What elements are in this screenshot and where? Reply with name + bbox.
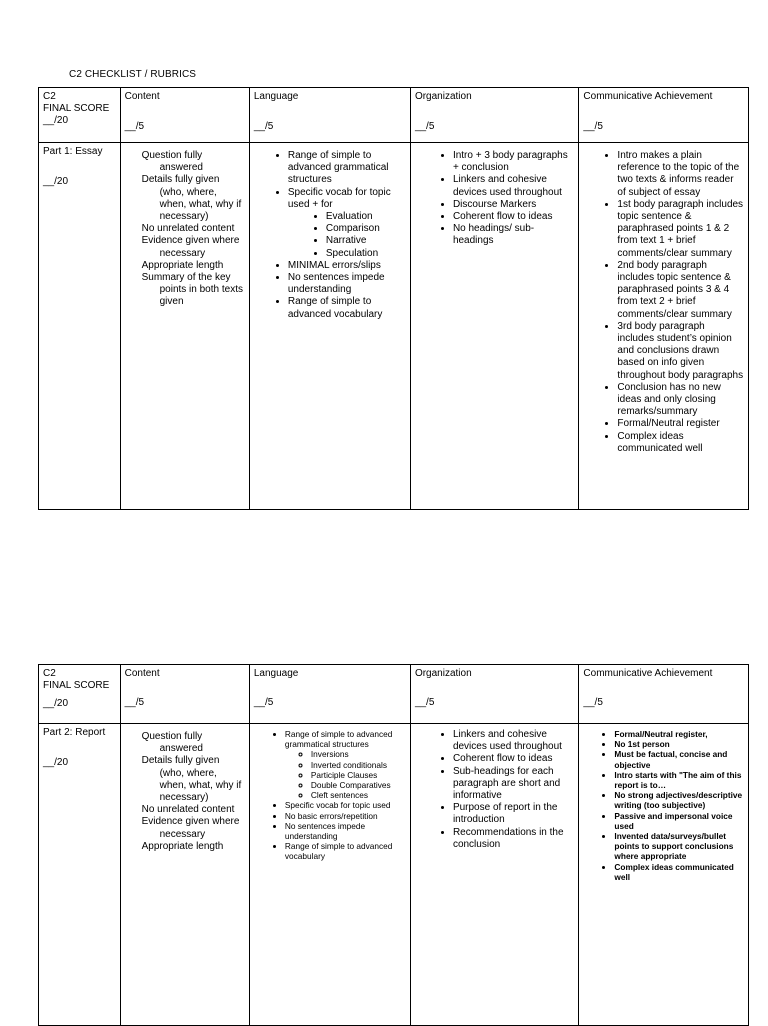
- list-item: Evidence given where necessary: [141, 816, 240, 840]
- list-item: • 2nd body paragraph includes topic sentence & paraphrased points 3 & 4 from text 2 + brief comments/clear summary: [617, 260, 744, 321]
- content-label: Content: [124, 668, 160, 679]
- communicative-score-blank: __/5: [583, 121, 603, 133]
- row-score-blank: __/20: [43, 757, 69, 769]
- language-score-blank: __/5: [253, 697, 274, 709]
- list-item: • Narrative: [326, 235, 406, 247]
- list-item: • Intro makes a plain reference to the topic of the two texts & informs reader of subject of essay: [617, 150, 744, 199]
- list-item: • Range of simple to advanced vocabulary: [288, 296, 406, 320]
- organization-label: Organization: [414, 91, 472, 102]
- essay-organization-cell: [410, 143, 578, 510]
- list-item: Appropriate length: [141, 840, 224, 852]
- list-item: • Range of simple to advanced grammatical structures ◦ Inversions ◦ Inverted conditionals ◦ Participle Clauses ◦ Double Comparatives ◦ Cleft sentences: [285, 729, 406, 800]
- language-score-blank: __/5: [253, 121, 274, 133]
- list-item: • 3rd body paragraph includes student’s opinion and conclusions drawn based on info given throughout body paragraphs: [617, 321, 744, 382]
- list-item: No unrelated content: [141, 223, 235, 235]
- list-item: • Range of simple to advanced grammatical structures: [288, 150, 406, 187]
- report-row: [39, 724, 749, 1026]
- list-item: • Intro + 3 body paragraphs + conclusion: [453, 150, 574, 174]
- document-title: C2 CHECKLIST / RUBRICS: [69, 69, 197, 80]
- list-item: • Linkers and cohesive devices used throughout: [453, 729, 574, 753]
- list-item: • MINIMAL errors/slips: [288, 260, 406, 272]
- content-label: Content: [124, 91, 160, 102]
- list-item: Details fully given (who, where, when, what, why if necessary): [141, 174, 242, 223]
- communicative-label: Communicative Achievement: [583, 91, 713, 102]
- rubric-table-essay: [38, 87, 749, 510]
- list-item: • Range of simple to advanced vocabulary: [285, 841, 406, 861]
- level-label: C2: [43, 91, 56, 102]
- list-item: • Coherent flow to ideas: [453, 211, 574, 223]
- rubric-table-report: [38, 664, 749, 1026]
- row-label: Part 2: Report: [43, 727, 106, 738]
- list-item: ◦ Inversions: [311, 749, 406, 759]
- communicative-header: [579, 88, 749, 143]
- organization-header: [410, 665, 578, 724]
- language-header: [249, 665, 410, 724]
- list-item: ◦ Cleft sentences: [311, 790, 406, 800]
- list-item: • Conclusion has no new ideas and only closing remarks/summary: [617, 382, 744, 419]
- list-item: Details fully given (who, where, when, what, why if necessary): [141, 755, 242, 804]
- list-item: Summary of the key points in both texts given: [141, 272, 243, 308]
- list-item: • Evaluation: [326, 211, 406, 223]
- list-item: No unrelated content: [141, 804, 235, 816]
- report-communicative-cell: [579, 724, 749, 1026]
- list-item: • Passive and impersonal voice used: [614, 811, 744, 831]
- header-row: [39, 665, 749, 724]
- level-label: C2: [43, 668, 56, 679]
- list-item: • Purpose of report in the introduction: [453, 802, 574, 826]
- language-label: Language: [253, 91, 299, 102]
- content-score-blank: __/5: [124, 697, 145, 709]
- list-item: • Invented data/surveys/bullet points to support conclusions where appropriate: [614, 831, 744, 862]
- essay-row: [39, 143, 749, 510]
- list-item: • No sentences impede understanding: [285, 821, 406, 841]
- report-organization-cell: [410, 724, 578, 1026]
- report-language-cell: [249, 724, 410, 1026]
- language-header: [249, 88, 410, 143]
- list-item: • Recommendations in the conclusion: [453, 827, 574, 851]
- report-content-cell: [120, 724, 249, 1026]
- language-label: Language: [253, 668, 299, 679]
- list-item: • Must be factual, concise and objective: [614, 749, 744, 769]
- communicative-score-blank: __/5: [583, 697, 603, 709]
- list-item: • Complex ideas communicated well: [617, 431, 744, 455]
- list-item: • Linkers and cohesive devices used throughout: [453, 174, 574, 198]
- list-item: • Intro starts with "The aim of this report is to…: [614, 770, 744, 790]
- list-item: ◦ Double Comparatives: [311, 780, 406, 790]
- row-score-blank: __/20: [43, 176, 69, 188]
- list-item: • No headings/ sub-headings: [453, 223, 574, 247]
- list-item: • Speculation: [326, 248, 406, 260]
- communicative-header: [579, 665, 749, 724]
- list-item: • 1st body paragraph includes topic sentence & paraphrased points 1 & 2 from text 1 + brief comments/clear summary: [617, 199, 744, 260]
- essay-language-cell: [249, 143, 410, 510]
- essay-label-cell: [39, 143, 121, 510]
- essay-communicative-cell: [579, 143, 749, 510]
- list-item: • Sub-headings for each paragraph are short and informative: [453, 766, 574, 803]
- list-item: • Formal/Neutral register,: [614, 729, 744, 739]
- list-item: Evidence given where necessary: [141, 235, 240, 259]
- list-item: • Formal/Neutral register: [617, 418, 744, 430]
- list-item: ◦ Inverted conditionals: [311, 760, 406, 770]
- row-label: Part 1: Essay: [43, 146, 103, 157]
- list-item: • No 1st person: [614, 739, 744, 749]
- list-item: ◦ Participle Clauses: [311, 770, 406, 780]
- content-header: [120, 665, 249, 724]
- organization-label: Organization: [414, 668, 472, 679]
- list-item: • Specific vocab for topic used: [285, 800, 406, 810]
- essay-content-cell: [120, 143, 249, 510]
- communicative-label: Communicative Achievement: [583, 668, 713, 679]
- list-item: • Coherent flow to ideas: [453, 753, 574, 765]
- final-score-header: [39, 665, 121, 724]
- organization-score-blank: __/5: [414, 121, 435, 133]
- list-item: • No basic errors/repetition: [285, 811, 406, 821]
- list-item: • Complex ideas communicated well: [614, 862, 744, 882]
- list-item: Question fully answered: [141, 731, 203, 755]
- content-header: [120, 88, 249, 143]
- header-row: [39, 88, 749, 143]
- list-item: • No sentences impede understanding: [288, 272, 406, 296]
- list-item: Appropriate length: [141, 259, 224, 271]
- final-score-label: FINAL SCORE: [43, 103, 110, 115]
- list-item: • No strong adjectives/descriptive writing (too subjective): [614, 790, 744, 810]
- final-score-blank: __/20: [43, 115, 69, 127]
- final-score-label: FINAL SCORE: [43, 680, 110, 692]
- report-label-cell: [39, 724, 121, 1026]
- final-score-blank: __/20: [43, 698, 69, 710]
- list-item: • Comparison: [326, 223, 406, 235]
- organization-header: [410, 88, 578, 143]
- organization-score-blank: __/5: [414, 697, 435, 709]
- list-item: • Discourse Markers: [453, 199, 574, 211]
- list-item: Question fully answered: [141, 150, 203, 174]
- list-item: • Specific vocab for topic used + for • Evaluation • Comparison • Narrative • Speculation: [288, 187, 406, 260]
- final-score-header: [39, 88, 121, 143]
- content-score-blank: __/5: [124, 121, 145, 133]
